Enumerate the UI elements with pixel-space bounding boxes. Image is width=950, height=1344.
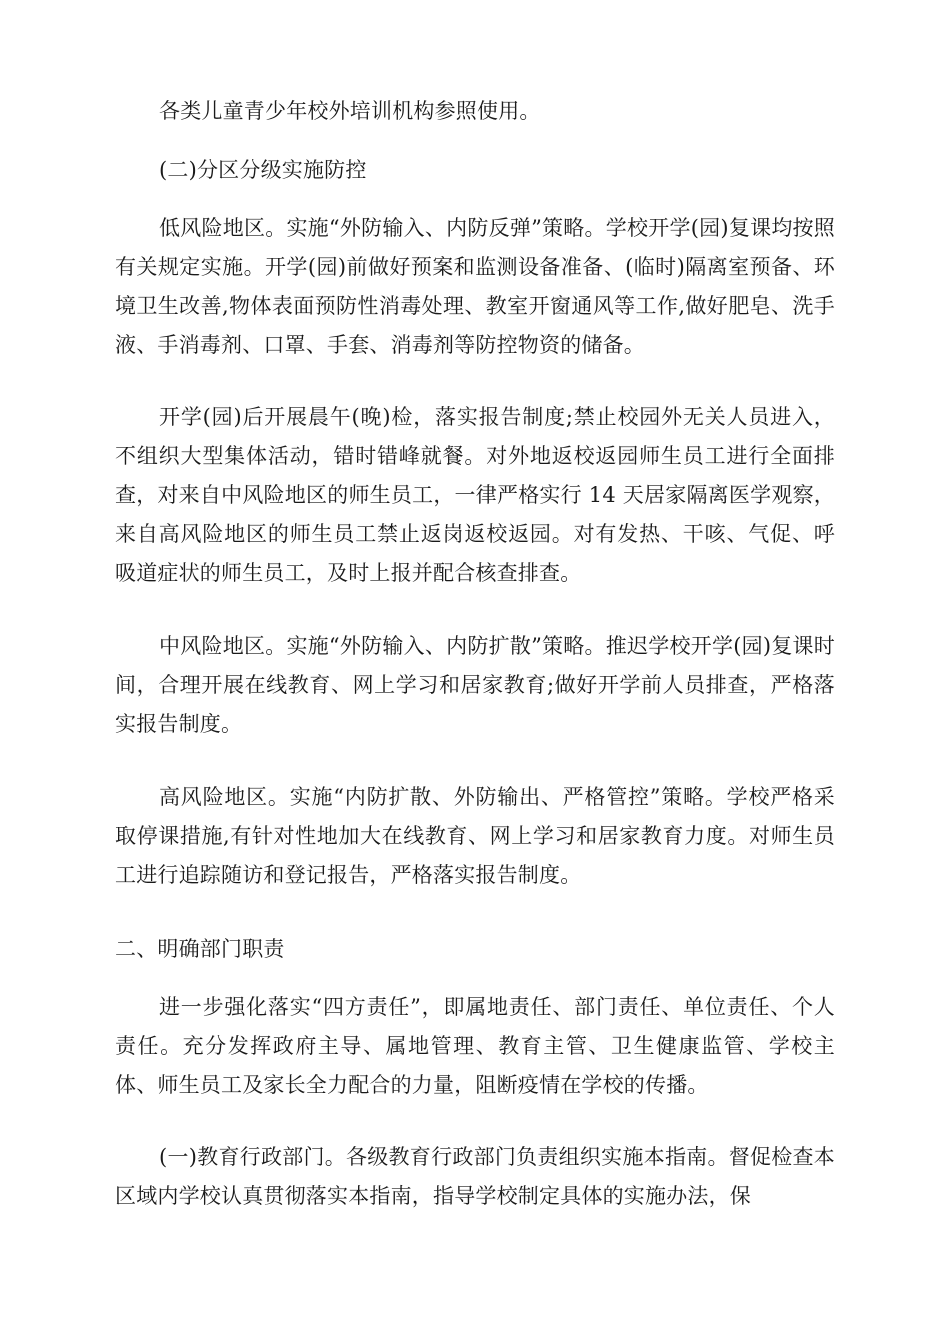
- section-heading-department-duties: 二、明确部门职责: [115, 937, 285, 961]
- paragraph-high-risk-area: 高风险地区。实施“内防扩散、外防输出、严格管控”策略。学校严格采取停课措施,有针对性地加大在线教育、网上学习和居家教育力度。对师生员工进行追踪随访和登记报告，严格落实报告制度。: [115, 785, 835, 887]
- paragraph-after-opening: 开学(园)后开展晨午(晚)检，落实报告制度;禁止校园外无关人员进入，不组织大型集体活动，错时错峰就餐。对外地返校返园师生员工进行全面排查，对来自中风险地区的师生员工，一律严格实行 14 天居家隔离医学观察，来自高风险地区的师生员工禁止返岗返校返园。对有发热、干咳、气促、呼吸道症状的师生员工，及时上报并配合核查排查。: [115, 405, 835, 585]
- paragraph-medium-risk-area: 中风险地区。实施“外防输入、内防扩散”策略。推迟学校开学(园)复课时间，合理开展在线教育、网上学习和居家教育;做好开学前人员排查，严格落实报告制度。: [115, 634, 835, 736]
- paragraph-four-responsibilities: 进一步强化落实“四方责任”，即属地责任、部门责任、单位责任、个人责任。充分发挥政府主导、属地管理、教育主管、卫生健康监管、学校主体、师生员工及家长全力配合的力量，阻断疫情在学校的传播。: [115, 995, 835, 1097]
- paragraph-education-administration: (一)教育行政部门。各级教育行政部门负责组织实施本指南。督促检查本区域内学校认真贯彻落实本指南，指导学校制定具体的实施办法，保: [115, 1145, 835, 1208]
- paragraph-low-risk-area: 低风险地区。实施“外防输入、内防反弹”策略。学校开学(园)复课均按照有关规定实施。开学(园)前做好预案和监测设备准备、(临时)隔离室预备、环境卫生改善,物体表面预防性消毒处理、教室开窗通风等工作,做好肥皂、洗手液、手消毒剂、口罩、手套、消毒剂等防控物资的储备。: [115, 216, 835, 357]
- paragraph-scope-note: 各类儿童青少年校外培训机构参照使用。: [159, 99, 541, 123]
- section-heading-zoned-prevention: (二)分区分级实施防控: [159, 158, 367, 182]
